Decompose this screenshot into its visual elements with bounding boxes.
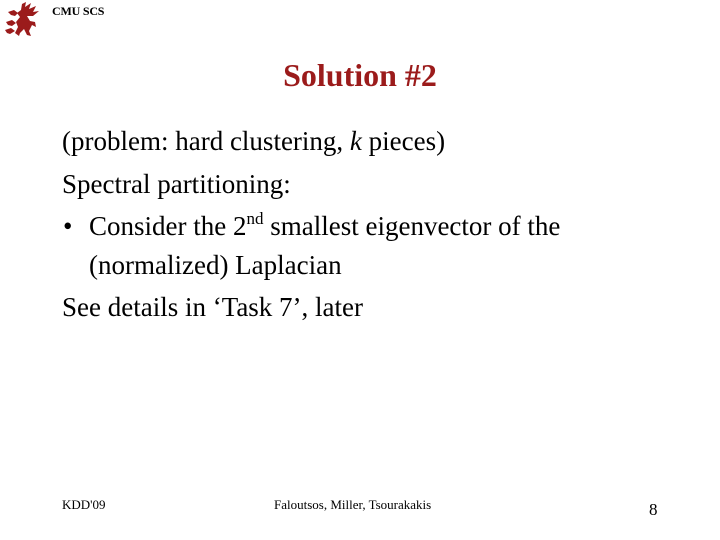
problem-suffix: pieces) [361,126,446,156]
body-line-problem [62,120,712,163]
body-line-details: See details in ‘Task 7’, later [62,292,364,322]
bullet-continuation: (normalized) Laplacian [89,249,342,280]
bullet-prefix: Consider the 2 [89,211,247,241]
bullet-superscript: nd [246,209,264,228]
problem-prefix: (problem: hard clustering, [62,126,350,156]
slide-title-row [0,57,720,94]
bullet-item [62,205,712,248]
griffin-logo-icon [2,0,42,38]
org-label: CMU SCS [52,4,105,18]
footer-authors: Faloutsos, Miller, Tsourakakis [274,497,432,512]
problem-k: k [349,126,362,156]
page-number: 8 [649,500,658,519]
footer-conference: KDD'09 [62,497,106,512]
slide-title: Solution #2 [283,57,437,93]
slide-body [62,120,712,329]
body-line-spectral: Spectral partitioning: [62,168,291,199]
bullet-suffix: smallest eigenvector of the [263,211,561,241]
bullet-dot: • [63,211,73,241]
